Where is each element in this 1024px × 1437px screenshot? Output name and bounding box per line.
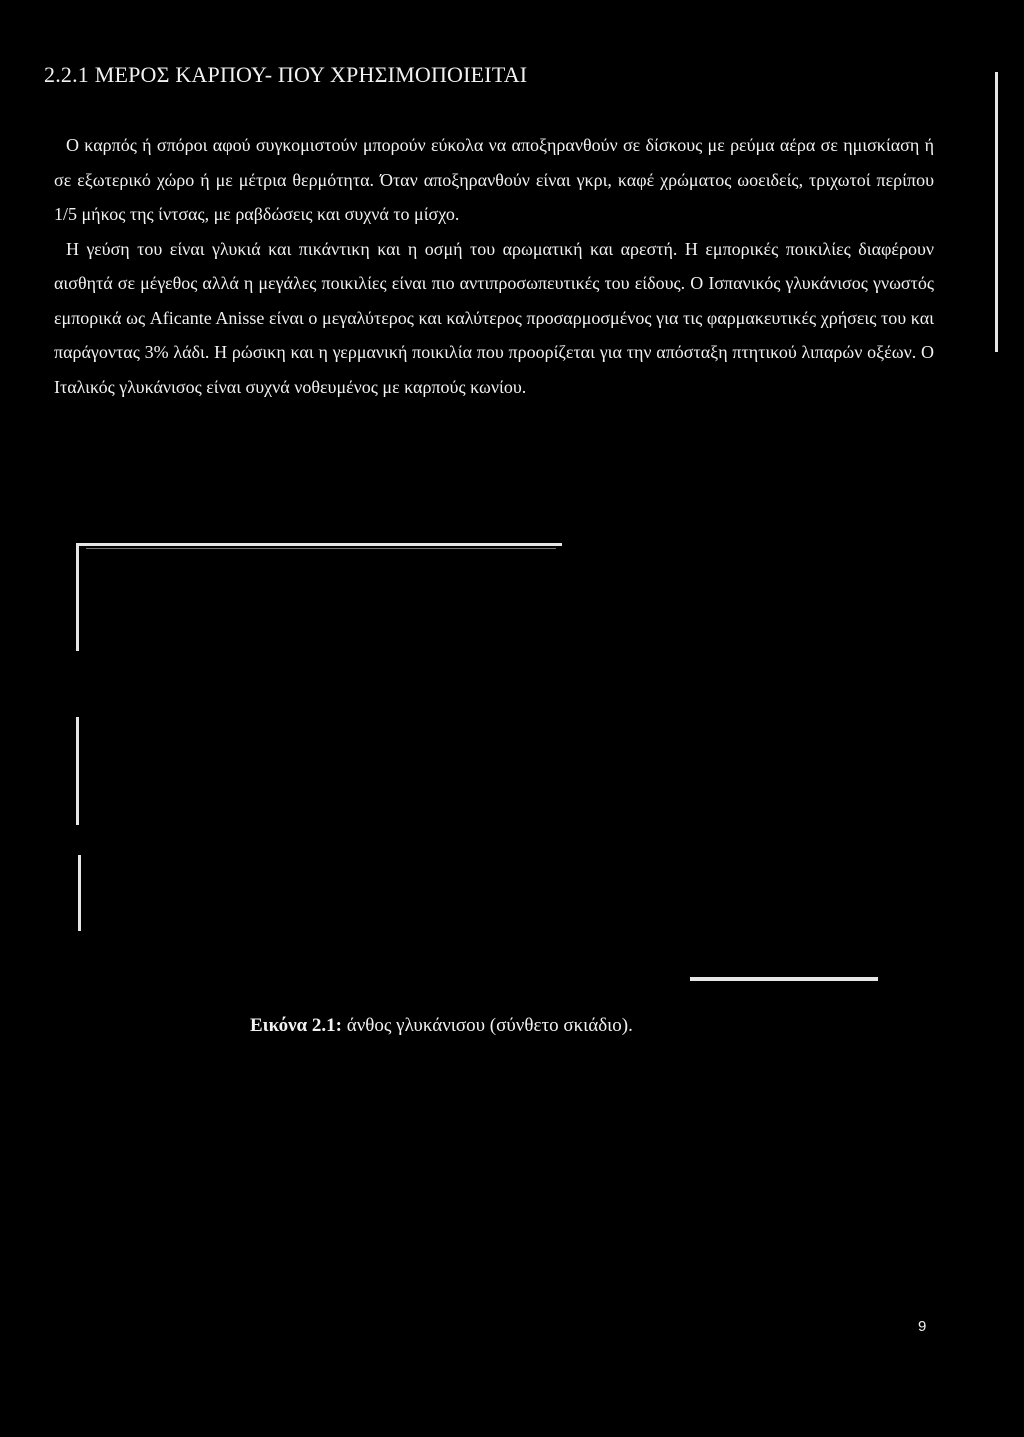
figure-caption-text: άνθος γλυκάνισου (σύνθετο σκιάδιο). [342, 1015, 633, 1036]
body-text [54, 128, 934, 404]
figure-border-bottom [690, 977, 878, 981]
margin-rule [995, 72, 998, 352]
figure-border-left [76, 717, 79, 825]
figure-border-top [76, 543, 562, 546]
figure-caption [250, 1015, 633, 1037]
paragraph: Η γεύση του είναι γλυκιά και πικάντικη και η οσμή του αρωματική και αρεστή. Η εμπορικές ποικιλίες διαφέρουν αισθητά σε μέγεθος αλλά η μεγάλες ποικιλίες είναι πιο αντιπροσωπευτικές του είδους. Ο Ισπανικός γλυκάνισος γνωστός εμπορικά ως Aficante Anisse είναι ο μεγαλύτερος και καλύτερος προσαρμοσμένος για τις φαρμακευτικές χρήσεις του και παράγοντας 3% λάδι. Η ρώσικη και η γερμανική ποικιλία που προορίζεται για την απόσταξη πτητικού λιπαρών οξέων. Ο Ιταλικός γλυκάνισος είναι συχνά νοθευμένος με καρπούς κωνίου. [54, 238, 934, 397]
figure-border-left [76, 543, 79, 651]
paragraph: Ο καρπός ή σπόροι αφού συγκομιστούν μπορούν εύκολα να αποξηρανθούν σε δίσκους με ρεύμα αέρα σε ημισκίαση ή σε εξωτερικό χώρο ή με μέτρια θερμότητα. Όταν αποξηρανθούν είναι γκρι, καφέ χρώματος ωοειδείς, τριχωτοί περίπου 1/5 μήκος της ίντσας, με ραβδώσεις και συχνά το μίσχο. [54, 135, 934, 224]
figure-border-inner [86, 548, 556, 549]
section-heading: 2.2.1 ΜΕΡΟΣ ΚΑΡΠΟΥ- ΠΟΥ ΧΡΗΣΙΜΟΠΟΙΕΙΤΑΙ [44, 62, 528, 87]
figure-border-left [78, 855, 81, 931]
page-number: 9 [918, 1318, 927, 1335]
figure-caption-label: Εικόνα 2.1: [250, 1015, 342, 1036]
